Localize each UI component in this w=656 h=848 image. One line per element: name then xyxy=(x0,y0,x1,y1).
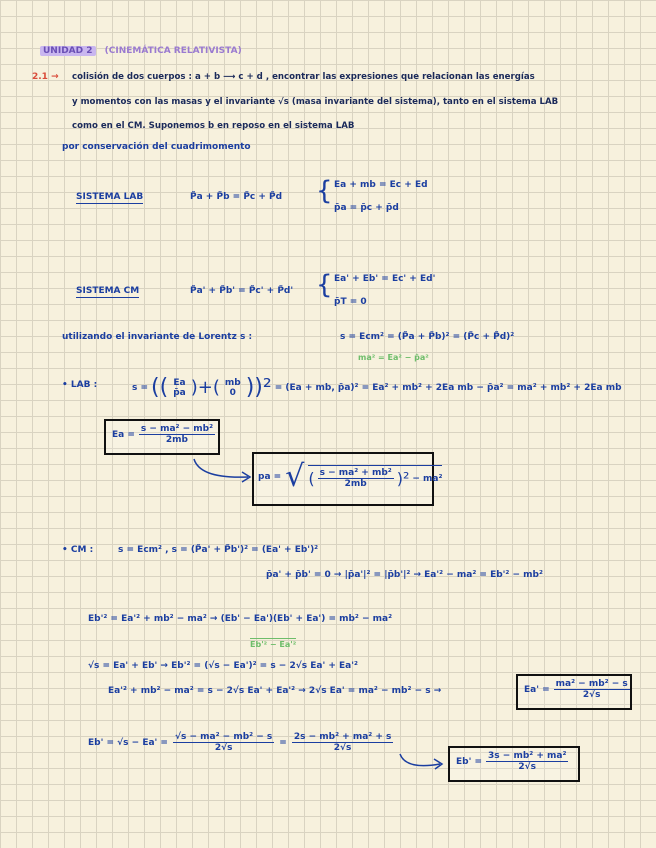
lab-calc-equation xyxy=(132,375,622,400)
unit-header xyxy=(40,46,242,56)
eb-cm-frac1-num: √s − ma² − mb² − s xyxy=(174,732,273,742)
pa-vector xyxy=(171,378,188,398)
eb-cm-box-den: 2√s xyxy=(518,762,537,772)
lab-calc-label: • LAB : xyxy=(62,380,98,390)
eb-cm-frac2-num: 2s − mb² + ma² + s xyxy=(293,732,392,742)
cm-eq-momentum: p̄T = 0 xyxy=(334,297,367,307)
ea-fraction xyxy=(139,424,215,445)
lab-eq-momentum: p̄a = p̄c + p̄d xyxy=(334,203,399,213)
ea-denominator: 2mb xyxy=(165,435,189,445)
problem-number: 2.1 → xyxy=(32,72,59,82)
pa-result xyxy=(258,459,443,494)
pb-vector xyxy=(223,378,243,398)
pa-bottom: p̄a xyxy=(173,387,186,398)
pa-lhs: pa = xyxy=(258,472,282,482)
open-paren: (( xyxy=(151,375,169,400)
ea-lhs: Ea = xyxy=(112,429,135,440)
arrow-to-eb xyxy=(398,752,450,774)
pa-top: Ea xyxy=(173,377,186,388)
cm-s1: s = Ecm² , s = (P̃a' + P̃b')² = (Ea' + Eb')² xyxy=(118,545,319,555)
cm-calc-label: • CM : xyxy=(62,545,94,555)
lab-system-label: SISTEMA LAB xyxy=(76,192,144,202)
problem-line-2: y momentos con las masas y el invariante √s (masa invariante del sistema), tanto en el sistema LAB xyxy=(72,97,559,107)
ea-cm-result xyxy=(524,679,630,700)
problem-line-1: colisión de dos cuerpos : a + b ⟶ c + d , encontrar las expresiones que relacionan las energías xyxy=(72,72,535,82)
unit-topic: (CINEMÁTICA RELATIVISTA) xyxy=(104,46,242,56)
ea-cm-lhs: Ea' = xyxy=(524,684,550,695)
eb-cm-equals: = xyxy=(279,737,287,748)
eb-cm-result xyxy=(456,751,568,772)
cm-system-label: SISTEMA CM xyxy=(76,286,140,296)
arrow-to-pa xyxy=(190,455,260,485)
cm-s2: p̄a' + p̄b' = 0 → |p̄a'|² = |p̄b'|² → Ea'² − ma² = Eb'² − mb² xyxy=(266,570,543,580)
lab-brace: { xyxy=(316,176,333,206)
ea-result xyxy=(112,424,215,445)
lab-eq-main: P̃a + P̃b = P̃c + P̃d xyxy=(190,192,283,202)
cm-s5: Ea'² + mb² − ma² = s − 2√s Ea' + Ea'² → 2√s Ea' = ma² − mb² − s → xyxy=(108,686,442,696)
invariant-eq: s = Ecm² = (P̃a + P̃b)² = (P̃c + P̃d)² xyxy=(340,332,515,342)
pb-top: mb xyxy=(224,377,241,388)
sqrt-body xyxy=(308,465,442,489)
lparen: ( xyxy=(308,469,315,488)
cm-s3: Eb'² = Ea'² + mb² − ma² → (Eb' − Ea')(Eb' + Ea') = mb² − ma² xyxy=(88,614,393,624)
lab-eq-energy: Ea + mb = Ec + Ed xyxy=(334,180,428,190)
sqrt-sign: √ xyxy=(285,459,305,494)
cm-s6 xyxy=(88,732,393,753)
invariant-text: utilizando el invariante de Lorentz s : xyxy=(62,332,253,342)
pa-inner-den: 2mb xyxy=(344,479,367,489)
eb-cm-box-fraction xyxy=(486,751,568,772)
mass-annotation: ma² = Ea² − p̄a² xyxy=(358,353,429,362)
cm-brace: { xyxy=(316,270,333,300)
ea-cm-fraction xyxy=(554,679,630,700)
eb-cm-lhs: Eb' = √s − Ea' = xyxy=(88,737,168,748)
cm-eq-energy: Ea' + Eb' = Ec' + Ed' xyxy=(334,274,436,284)
eb-cm-frac1-den: 2√s xyxy=(214,743,233,753)
pa-tail: − ma² xyxy=(412,473,443,484)
cm-s3-annotation: Eb'² − Ea'² xyxy=(250,640,297,649)
conservation-heading: por conservación del cuadrimomento xyxy=(62,142,251,152)
plus-sign: )+( xyxy=(190,377,220,398)
unit-label: UNIDAD 2 xyxy=(40,46,96,56)
cm-eq-main: P̃a' + P̃b' = P̃c' + P̃d' xyxy=(190,286,294,296)
eb-cm-frac2-den: 2√s xyxy=(333,743,352,753)
close-paren: ))² xyxy=(245,375,272,400)
eb-cm-box-num: 3s − mb² + ma² xyxy=(488,751,567,761)
pa-inner-fraction xyxy=(318,468,394,489)
pb-bottom: 0 xyxy=(229,387,236,398)
rparen: )² xyxy=(396,469,410,488)
pa-inner-num: s − ma² + mb² xyxy=(319,468,392,478)
eb-cm-frac1 xyxy=(173,732,274,753)
lab-calc-rest: = (Ea + mb, p̄a)² = Ea² + mb² + 2Ea mb − p̄a² = ma² + mb² + 2Ea mb xyxy=(274,382,622,393)
ea-cm-num: ma² − mb² − s xyxy=(555,679,628,689)
lab-s-eq: s = xyxy=(132,382,149,393)
eb-cm-frac2 xyxy=(292,732,394,753)
cm-s4: √s = Ea' + Eb' → Eb'² = (√s − Ea')² = s − 2√s Ea' + Ea'² xyxy=(88,661,358,671)
ea-cm-den: 2√s xyxy=(582,690,601,700)
problem-line-3: como en el CM. Suponemos b en reposo en el sistema LAB xyxy=(72,121,355,131)
eb-cm-box-lhs: Eb' = xyxy=(456,756,483,767)
ea-numerator: s − ma² − mb² xyxy=(140,424,214,434)
